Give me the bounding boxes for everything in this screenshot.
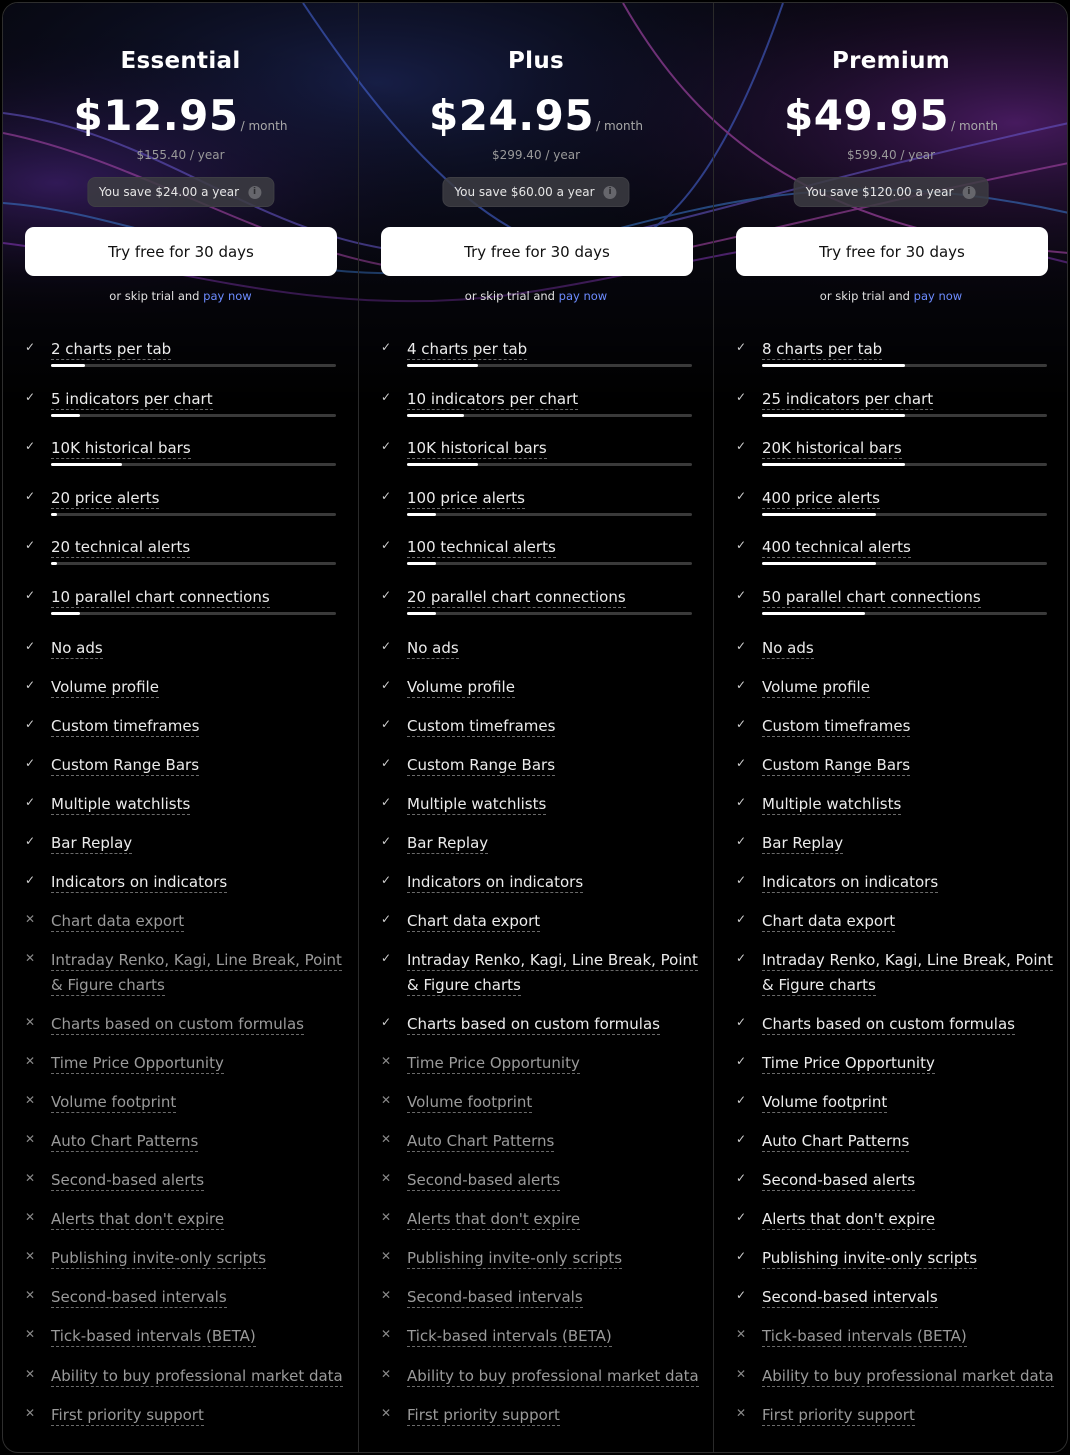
check-icon: ✓ bbox=[736, 1288, 747, 1302]
cross-icon: ✕ bbox=[381, 1210, 392, 1224]
check-icon: ✓ bbox=[736, 1093, 747, 1107]
skip-trial-text bbox=[359, 289, 713, 303]
check-icon: ✓ bbox=[381, 756, 392, 770]
limit-label[interactable]: 10 indicators per chart bbox=[407, 390, 579, 408]
feature-label[interactable]: No ads bbox=[51, 639, 103, 657]
check-icon: ✓ bbox=[736, 873, 747, 887]
price-period: / month bbox=[951, 119, 998, 133]
feature-label[interactable]: Alerts that don't expire bbox=[762, 1210, 936, 1228]
limit-progress-fill bbox=[407, 463, 478, 466]
limit-label[interactable]: 25 indicators per chart bbox=[762, 390, 934, 408]
feature-label[interactable]: Charts based on custom formulas bbox=[51, 1015, 304, 1033]
limit-progress-bar bbox=[407, 364, 692, 367]
feature-label[interactable]: Volume profile bbox=[407, 678, 515, 696]
limit-progress-bar bbox=[51, 414, 336, 417]
limit-progress-fill bbox=[51, 562, 57, 565]
limit-progress-bar bbox=[51, 364, 336, 367]
feature-label[interactable]: Chart data export bbox=[407, 912, 541, 930]
try-free-button[interactable]: Try free for 30 days bbox=[25, 227, 337, 276]
check-icon: ✓ bbox=[25, 439, 36, 453]
pay-now-link[interactable]: pay now bbox=[558, 289, 608, 303]
check-icon: ✓ bbox=[381, 1015, 392, 1029]
cross-icon: ✕ bbox=[381, 1249, 392, 1263]
feature-label[interactable]: No ads bbox=[762, 639, 814, 657]
check-icon: ✓ bbox=[736, 756, 747, 770]
limit-progress-fill bbox=[407, 562, 436, 565]
check-icon: ✓ bbox=[736, 912, 747, 926]
try-free-button[interactable]: Try free for 30 days bbox=[381, 227, 693, 276]
feature-label[interactable]: Volume profile bbox=[762, 678, 870, 696]
cross-icon: ✕ bbox=[381, 1367, 392, 1381]
feature-label[interactable]: Publishing invite-only scripts bbox=[51, 1249, 267, 1267]
feature-label[interactable]: Custom timeframes bbox=[762, 717, 911, 735]
feature-label[interactable]: Tick-based intervals (BETA) bbox=[762, 1327, 967, 1345]
limit-progress-fill bbox=[762, 562, 876, 565]
savings-badge bbox=[442, 177, 629, 207]
limit-progress-bar bbox=[762, 414, 1047, 417]
plan-name: Plus bbox=[507, 48, 564, 74]
cross-icon: ✕ bbox=[736, 1327, 747, 1341]
feature-label[interactable]: Volume footprint bbox=[407, 1093, 533, 1111]
check-icon: ✓ bbox=[736, 717, 747, 731]
cross-icon: ✕ bbox=[25, 1367, 36, 1381]
limit-progress-fill bbox=[51, 513, 57, 516]
info-icon[interactable]: i bbox=[248, 186, 261, 199]
cross-icon: ✕ bbox=[736, 1367, 747, 1381]
feature-label[interactable]: Second-based intervals bbox=[51, 1288, 227, 1306]
feature-label[interactable]: Alerts that don't expire bbox=[407, 1210, 581, 1228]
cross-icon: ✕ bbox=[25, 951, 36, 965]
check-icon: ✓ bbox=[736, 951, 747, 965]
check-icon: ✓ bbox=[736, 678, 747, 692]
limit-progress-fill bbox=[407, 513, 436, 516]
check-icon: ✓ bbox=[736, 639, 747, 653]
feature-label[interactable]: Charts based on custom formulas bbox=[762, 1015, 1015, 1033]
check-icon: ✓ bbox=[381, 639, 392, 653]
check-icon: ✓ bbox=[381, 951, 392, 965]
cross-icon: ✕ bbox=[381, 1132, 392, 1146]
cross-icon: ✕ bbox=[381, 1054, 392, 1068]
cross-icon: ✕ bbox=[25, 1249, 36, 1263]
pay-now-link[interactable]: pay now bbox=[203, 289, 252, 303]
feature-label[interactable]: Custom Range Bars bbox=[762, 756, 911, 774]
feature-label[interactable]: Bar Replay bbox=[407, 834, 489, 852]
plan-name: Essential bbox=[120, 48, 241, 74]
feature-label[interactable]: Tick-based intervals (BETA) bbox=[51, 1327, 256, 1345]
limit-progress-bar bbox=[762, 562, 1047, 565]
limit-label[interactable]: 20 parallel chart connections bbox=[407, 588, 626, 606]
limit-progress-bar bbox=[51, 463, 336, 466]
limit-label[interactable]: 5 indicators per chart bbox=[51, 390, 213, 408]
limit-progress-bar bbox=[762, 513, 1047, 516]
cross-icon: ✕ bbox=[25, 1171, 36, 1185]
limit-progress-fill bbox=[762, 513, 876, 516]
limit-progress-bar bbox=[407, 513, 692, 516]
feature-label[interactable]: Second-based alerts bbox=[407, 1171, 561, 1189]
cross-icon: ✕ bbox=[25, 1132, 36, 1146]
check-icon: ✓ bbox=[381, 873, 392, 887]
check-icon: ✓ bbox=[736, 1210, 747, 1224]
check-icon: ✓ bbox=[381, 340, 392, 354]
feature-label[interactable]: Publishing invite-only scripts bbox=[407, 1249, 623, 1267]
cross-icon: ✕ bbox=[25, 1327, 36, 1341]
check-icon: ✓ bbox=[736, 1249, 747, 1263]
feature-label[interactable]: Ability to buy professional market data bbox=[51, 1367, 343, 1385]
check-icon: ✓ bbox=[381, 489, 392, 503]
check-icon: ✓ bbox=[736, 1171, 747, 1185]
feature-label[interactable]: Ability to buy professional market data bbox=[407, 1367, 699, 1385]
check-icon: ✓ bbox=[736, 588, 747, 602]
price-period: / month bbox=[240, 119, 288, 133]
check-icon: ✓ bbox=[736, 439, 747, 453]
cross-icon: ✕ bbox=[25, 1288, 36, 1302]
limit-progress-bar bbox=[51, 513, 336, 516]
info-icon[interactable]: i bbox=[604, 186, 617, 199]
limit-progress-bar bbox=[407, 463, 692, 466]
check-icon: ✓ bbox=[25, 639, 36, 653]
feature-label[interactable]: First priority support bbox=[407, 1406, 560, 1424]
limit-progress-bar bbox=[762, 364, 1047, 367]
feature-label[interactable]: Chart data export bbox=[51, 912, 185, 930]
skip-trial-label: or skip trial and bbox=[819, 289, 914, 303]
feature-label[interactable]: Multiple watchlists bbox=[51, 795, 191, 813]
limit-progress-fill bbox=[762, 612, 865, 615]
check-icon: ✓ bbox=[736, 795, 747, 809]
limit-progress-bar bbox=[407, 562, 692, 565]
cross-icon: ✕ bbox=[381, 1406, 392, 1420]
limit-label[interactable]: 20 price alerts bbox=[51, 489, 160, 507]
savings-text: You save $60.00 a year bbox=[454, 185, 595, 199]
feature-label[interactable]: Volume footprint bbox=[51, 1093, 177, 1111]
feature-label[interactable]: Tick-based intervals (BETA) bbox=[407, 1327, 612, 1345]
feature-label[interactable]: Indicators on indicators bbox=[407, 873, 584, 891]
feature-label[interactable]: Custom timeframes bbox=[407, 717, 556, 735]
cross-icon: ✕ bbox=[25, 1093, 36, 1107]
cross-icon: ✕ bbox=[25, 1015, 36, 1029]
feature-label[interactable]: Bar Replay bbox=[762, 834, 844, 852]
yearly-price: $155.40 / year bbox=[136, 148, 225, 162]
savings-badge bbox=[794, 177, 989, 207]
price-row bbox=[3, 91, 358, 140]
check-icon: ✓ bbox=[736, 1132, 747, 1146]
limit-progress-bar bbox=[51, 562, 336, 565]
check-icon: ✓ bbox=[381, 912, 392, 926]
feature-label[interactable]: Auto Chart Patterns bbox=[762, 1132, 910, 1150]
feature-label[interactable]: No ads bbox=[407, 639, 459, 657]
check-icon: ✓ bbox=[381, 834, 392, 848]
limit-label[interactable]: 20 technical alerts bbox=[51, 538, 191, 556]
limit-progress-fill bbox=[407, 364, 478, 367]
feature-label[interactable]: Second-based alerts bbox=[762, 1171, 916, 1189]
check-icon: ✓ bbox=[25, 678, 36, 692]
feature-label[interactable]: Second-based intervals bbox=[407, 1288, 583, 1306]
check-icon: ✓ bbox=[25, 538, 36, 552]
limit-label[interactable]: 50 parallel chart connections bbox=[762, 588, 981, 606]
feature-label[interactable]: First priority support bbox=[51, 1406, 204, 1424]
pay-now-link[interactable]: pay now bbox=[913, 289, 963, 303]
limit-label[interactable]: 100 technical alerts bbox=[407, 538, 556, 556]
feature-label[interactable]: Time Price Opportunity bbox=[762, 1054, 935, 1072]
limit-label[interactable]: 20K historical bars bbox=[762, 439, 902, 457]
check-icon: ✓ bbox=[381, 439, 392, 453]
check-icon: ✓ bbox=[736, 1015, 747, 1029]
yearly-price: $299.40 / year bbox=[491, 148, 581, 162]
plan-column-premium bbox=[713, 3, 1068, 1453]
check-icon: ✓ bbox=[25, 834, 36, 848]
feature-label[interactable]: Indicators on indicators bbox=[51, 873, 228, 891]
yearly-price: $599.40 / year bbox=[846, 148, 936, 162]
feature-label[interactable]: Time Price Opportunity bbox=[407, 1054, 580, 1072]
limit-progress-fill bbox=[51, 463, 122, 466]
check-icon: ✓ bbox=[25, 390, 36, 404]
feature-label[interactable]: Second-based intervals bbox=[762, 1288, 938, 1306]
skip-trial-text bbox=[3, 289, 358, 303]
price-row bbox=[714, 91, 1068, 140]
limit-label[interactable]: 400 price alerts bbox=[762, 489, 880, 507]
feature-label[interactable]: Alerts that don't expire bbox=[51, 1210, 225, 1228]
limit-label[interactable]: 2 charts per tab bbox=[51, 340, 172, 358]
check-icon: ✓ bbox=[381, 678, 392, 692]
limit-label[interactable]: 100 price alerts bbox=[407, 489, 525, 507]
limit-progress-bar bbox=[762, 463, 1047, 466]
try-free-button[interactable]: Try free for 30 days bbox=[736, 227, 1048, 276]
limit-progress-fill bbox=[762, 364, 905, 367]
limit-progress-fill bbox=[51, 414, 80, 417]
limit-progress-fill bbox=[762, 414, 905, 417]
feature-label[interactable]: Custom Range Bars bbox=[51, 756, 200, 774]
plan-name: Premium bbox=[831, 48, 951, 74]
check-icon: ✓ bbox=[25, 873, 36, 887]
check-icon: ✓ bbox=[25, 756, 36, 770]
limit-label[interactable]: 8 charts per tab bbox=[762, 340, 883, 358]
cross-icon: ✕ bbox=[381, 1171, 392, 1185]
feature-label[interactable]: Auto Chart Patterns bbox=[407, 1132, 555, 1150]
limit-progress-fill bbox=[407, 612, 436, 615]
savings-text: You save $24.00 a year bbox=[98, 185, 240, 199]
limit-label[interactable]: 10K historical bars bbox=[407, 439, 547, 457]
feature-label[interactable]: Time Price Opportunity bbox=[51, 1054, 224, 1072]
limit-progress-bar bbox=[762, 612, 1047, 615]
feature-label[interactable]: Multiple watchlists bbox=[407, 795, 547, 813]
limit-progress-bar bbox=[407, 612, 692, 615]
price-period: / month bbox=[596, 119, 643, 133]
check-icon: ✓ bbox=[25, 795, 36, 809]
skip-trial-label: or skip trial and bbox=[109, 289, 204, 303]
limit-progress-fill bbox=[51, 364, 85, 367]
feature-label[interactable]: Volume footprint bbox=[762, 1093, 888, 1111]
limit-label[interactable]: 4 charts per tab bbox=[407, 340, 528, 358]
check-icon: ✓ bbox=[25, 588, 36, 602]
feature-label[interactable]: Second-based alerts bbox=[51, 1171, 205, 1189]
check-icon: ✓ bbox=[381, 390, 392, 404]
cross-icon: ✕ bbox=[25, 912, 36, 926]
check-icon: ✓ bbox=[736, 390, 747, 404]
cross-icon: ✕ bbox=[25, 1210, 36, 1224]
plan-column-plus bbox=[358, 3, 713, 1453]
check-icon: ✓ bbox=[381, 717, 392, 731]
check-icon: ✓ bbox=[736, 340, 747, 354]
limit-progress-fill bbox=[407, 414, 464, 417]
skip-trial-text bbox=[714, 289, 1068, 303]
savings-text: You save $120.00 a year bbox=[805, 185, 954, 199]
cross-icon: ✕ bbox=[736, 1406, 747, 1420]
feature-label[interactable]: Ability to buy professional market data bbox=[762, 1367, 1054, 1385]
feature-label[interactable]: Charts based on custom formulas bbox=[407, 1015, 660, 1033]
feature-label[interactable]: Multiple watchlists bbox=[762, 795, 902, 813]
limit-progress-fill bbox=[51, 612, 80, 615]
cross-icon: ✕ bbox=[381, 1288, 392, 1302]
limit-progress-fill bbox=[762, 463, 905, 466]
limit-label[interactable]: 10 parallel chart connections bbox=[51, 588, 270, 606]
check-icon: ✓ bbox=[25, 717, 36, 731]
check-icon: ✓ bbox=[381, 795, 392, 809]
feature-label[interactable]: Chart data export bbox=[762, 912, 896, 930]
feature-label[interactable]: Intraday Renko, Kagi, Line Break, Point & Figure charts bbox=[762, 951, 1053, 994]
feature-label[interactable]: Intraday Renko, Kagi, Line Break, Point & Figure charts bbox=[407, 951, 698, 994]
monthly-price: $49.95 bbox=[784, 91, 950, 140]
feature-label[interactable]: Intraday Renko, Kagi, Line Break, Point & Figure charts bbox=[51, 951, 342, 994]
feature-label[interactable]: Publishing invite-only scripts bbox=[762, 1249, 978, 1267]
info-icon[interactable]: i bbox=[962, 186, 975, 199]
feature-label[interactable]: First priority support bbox=[762, 1406, 915, 1424]
cross-icon: ✕ bbox=[25, 1054, 36, 1068]
check-icon: ✓ bbox=[381, 538, 392, 552]
cross-icon: ✕ bbox=[381, 1327, 392, 1341]
feature-label[interactable]: Custom timeframes bbox=[51, 717, 200, 735]
feature-label[interactable]: Volume profile bbox=[51, 678, 159, 696]
check-icon: ✓ bbox=[736, 1054, 747, 1068]
check-icon: ✓ bbox=[736, 834, 747, 848]
check-icon: ✓ bbox=[736, 538, 747, 552]
monthly-price: $24.95 bbox=[429, 91, 595, 140]
limit-label[interactable]: 400 technical alerts bbox=[762, 538, 911, 556]
pricing-panel bbox=[2, 2, 1068, 1453]
limit-progress-bar bbox=[407, 414, 692, 417]
feature-label[interactable]: Custom Range Bars bbox=[407, 756, 556, 774]
feature-label[interactable]: Auto Chart Patterns bbox=[51, 1132, 199, 1150]
monthly-price: $12.95 bbox=[73, 91, 239, 140]
check-icon: ✓ bbox=[25, 340, 36, 354]
cross-icon: ✕ bbox=[381, 1093, 392, 1107]
limit-label[interactable]: 10K historical bars bbox=[51, 439, 191, 457]
limit-progress-bar bbox=[51, 612, 336, 615]
plan-column-essential bbox=[3, 3, 358, 1453]
price-row bbox=[359, 91, 713, 140]
check-icon: ✓ bbox=[381, 588, 392, 602]
feature-label[interactable]: Bar Replay bbox=[51, 834, 133, 852]
feature-label[interactable]: Indicators on indicators bbox=[762, 873, 939, 891]
savings-badge bbox=[87, 177, 274, 207]
check-icon: ✓ bbox=[25, 489, 36, 503]
cross-icon: ✕ bbox=[25, 1406, 36, 1420]
skip-trial-label: or skip trial and bbox=[464, 289, 559, 303]
check-icon: ✓ bbox=[736, 489, 747, 503]
